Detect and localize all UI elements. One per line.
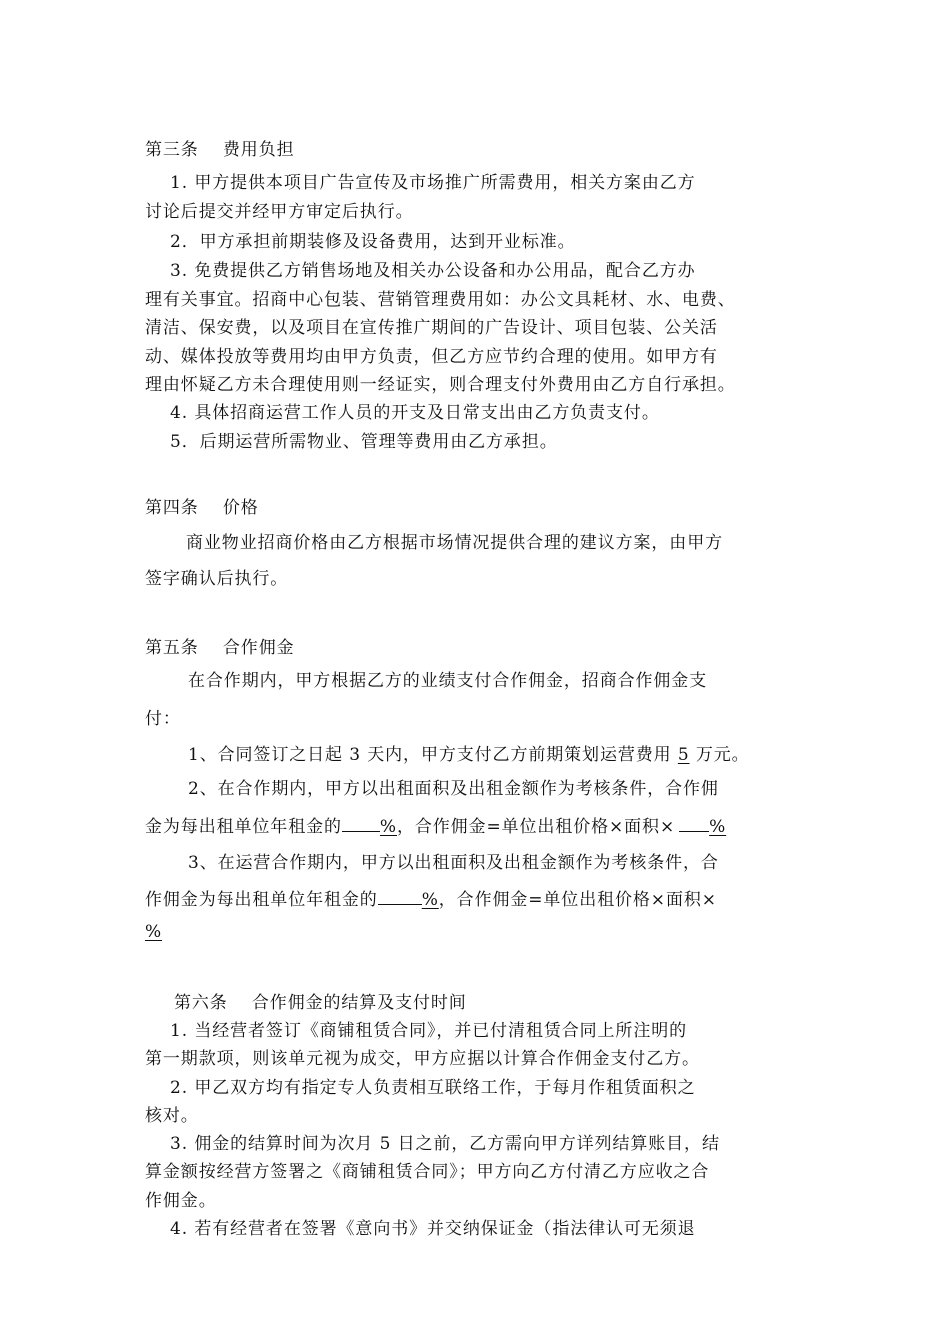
section-6-line: 1. 当经营者签订《商铺租赁合同》，并已付清租赁合同上所注明的 [170, 1021, 688, 1041]
clause-5-2-text: 金为每出租单位年租金的 [145, 817, 342, 837]
clause-5-3-formula: ，合作佣金=单位出租价格×面积× [438, 890, 717, 910]
blank-field [342, 815, 380, 832]
percent-sign: % [145, 922, 163, 942]
section-3-line: 4. 具体招商运营工作人员的开支及日常支出由乙方负责支付。 [170, 403, 660, 423]
section-3-line: 理由怀疑乙方未合理使用则一经证实，则合理支付外费用由乙方自行承担。 [145, 375, 736, 395]
clause-5-1 [188, 740, 750, 765]
section-3-line: 理有关事宜。招商中心包装、营销管理费用如：办公文具耗材、水、电费、 [145, 290, 736, 310]
section-3-line: 清洁、保安费，以及项目在宣传推广期间的广告设计、项目包装、公关活 [145, 318, 718, 338]
section-4-title: 第四条 价格 [145, 498, 259, 518]
section-3-line: 1. 甲方提供本项目广告宣传及市场推广所需费用，相关方案由乙方 [170, 173, 696, 193]
clause-5-2-line1: 2、在合作期内，甲方以出租面积及出租金额作为考核条件，合作佣 [188, 779, 719, 799]
section-6-line: 作佣金。 [145, 1191, 217, 1211]
blank-field [679, 815, 709, 832]
percent-sign: % [379, 817, 397, 837]
section-3-line: 3. 免费提供乙方销售场地及相关办公设备和办公用品，配合乙方办 [170, 261, 696, 281]
section-6-line: 3. 佣金的结算时间为次月 5 日之前，乙方需向甲方详列结算账目，结 [170, 1134, 720, 1154]
clause-5-2-line2 [145, 812, 726, 837]
section-5-line: 在合作期内，甲方根据乙方的业绩支付合作佣金，招商合作佣金支 [188, 671, 708, 691]
section-6-line: 第一期款项，则该单元视为成交，甲方应据以计算合作佣金支付乙方。 [145, 1049, 700, 1069]
section-3-title: 第三条 费用负担 [145, 140, 295, 160]
clause-5-3-text: 作佣金为每出租单位年租金的 [145, 890, 378, 910]
section-6-line: 核对。 [145, 1106, 199, 1126]
fee-amount: 5 [677, 745, 690, 765]
section-6-line: 4. 若有经营者在签署《意向书》并交纳保证金（指法律认可无须退 [170, 1219, 696, 1239]
section-6-title: 第六条 合作佣金的结算及支付时间 [174, 993, 467, 1013]
percent-sign: % [421, 890, 439, 910]
clause-5-3-line3 [145, 922, 162, 942]
percent-sign: % [709, 817, 727, 837]
section-3-line: 动、媒体投放等费用均由甲方负责，但乙方应节约合理的使用。如甲方有 [145, 347, 718, 367]
section-3-line: 2．甲方承担前期装修及设备费用，达到开业标准。 [170, 232, 576, 252]
section-6-line: 算金额按经营方签署之《商铺租赁合同》；甲方向乙方付清乙方应收之合 [145, 1162, 710, 1182]
section-5-title: 第五条 合作佣金 [145, 638, 295, 658]
clause-5-1-unit: 万元。 [689, 745, 750, 765]
clause-5-3-line1: 3、在运营合作期内，甲方以出租面积及出租金额作为考核条件，合 [188, 853, 719, 873]
section-4-line: 签字确认后执行。 [145, 569, 289, 589]
section-5-line: 付： [145, 709, 181, 729]
blank-field [378, 888, 422, 905]
section-6-line: 2. 甲乙双方均有指定专人负责相互联络工作，于每月作租赁面积之 [170, 1078, 696, 1098]
clause-5-1-text: 1、合同签订之日起 3 天内，甲方支付乙方前期策划运营费用 [188, 745, 678, 765]
section-3-line: 讨论后提交并经甲方审定后执行。 [145, 202, 414, 222]
clause-5-2-formula: ，合作佣金=单位出租价格×面积× [396, 817, 676, 837]
section-3-line: 5．后期运营所需物业、管理等费用由乙方承担。 [170, 432, 558, 452]
clause-5-3-line2 [145, 885, 717, 910]
section-4-line: 商业物业招商价格由乙方根据市场情况提供合理的建议方案，由甲方 [186, 533, 723, 553]
